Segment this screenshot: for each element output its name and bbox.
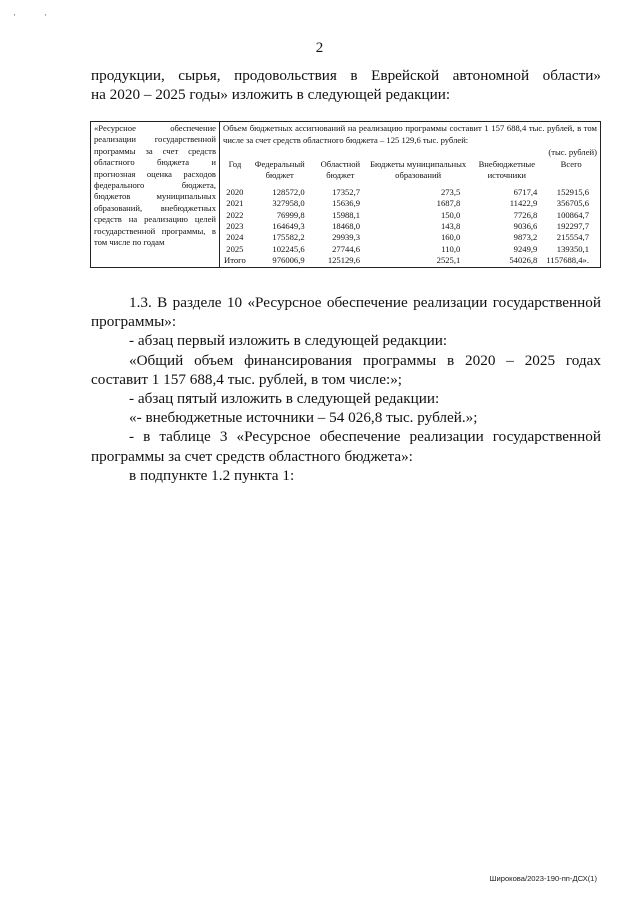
budget-table-cell: 1157688,4». [546, 254, 589, 265]
budget-table-cell: 29939,3 [332, 232, 361, 243]
budget-table-cell: 102245,6 [272, 243, 305, 254]
paragraph-abzac-5: - абзац пятый изложить в следующей редакции: [129, 390, 440, 408]
budget-table-cell: 160,0 [440, 232, 461, 243]
budget-table-header [223, 159, 597, 188]
budget-table-cell: 100864,7 [556, 209, 589, 220]
budget-table-cell: 15636,9 [332, 198, 361, 209]
budget-table-cell: 7726,8 [513, 209, 538, 220]
budget-table-row [223, 187, 597, 198]
resource-table-content [220, 122, 601, 268]
paragraph-abzac-1: - абзац первый изложить в следующей редакции: [129, 332, 448, 350]
budget-table-row [223, 244, 597, 255]
paragraph-total-financing: «Общий объем финансирования программы в 2020 – 2025 годах составит 1 157 688,4 тыс. рублей, в том числе:»; [91, 351, 601, 388]
budget-table-cell: 2023 [226, 221, 244, 232]
budget-table-cell: 2020 [226, 187, 244, 198]
budget-table-cell: 1687,8 [436, 198, 461, 209]
budget-by-year-table [223, 159, 597, 267]
budget-summary: Объем бюджетных ассигнований на реализацию программы составит 1 157 688,4 тыс. рублей, в том числе за счет средств областного бюджета – 125 129,6 тыс. рублей: [223, 123, 597, 145]
budget-table-cell: 164649,3 [272, 221, 305, 232]
budget-table-row [223, 232, 597, 243]
budget-table-cell: 2525,1 [436, 254, 461, 265]
budget-column-header: Федеральный бюджет [254, 158, 305, 180]
budget-table-cell: 54026,8 [509, 254, 538, 265]
intro-line-1: продукции, сырья, продовольствия в Еврейской автономной области» [91, 67, 601, 84]
budget-table-cell: 11422,9 [509, 198, 538, 209]
budget-table-row [223, 198, 597, 209]
budget-table-cell: Итого [224, 254, 246, 265]
budget-table-cell: 175582,2 [272, 232, 305, 243]
budget-table-cell: 139350,1 [556, 243, 589, 254]
budget-table-row [223, 210, 597, 221]
paragraph-subitem: в подпункте 1.2 пункта 1: [129, 466, 295, 484]
budget-table-cell: 76999,8 [276, 209, 305, 220]
budget-table-cell: 273,5 [440, 187, 461, 198]
budget-table-cell: 110,0 [441, 243, 461, 254]
budget-table-cell: 356705,6 [556, 198, 589, 209]
resource-table-label: «Ресурсное обеспечение реализации государственной программы за счет средств областного бюджета и прогнозная оценка расходов федерального бюджета, бюджетов муниципальных образований, внебюджетных средств на реализацию целей государственной программы, в том числе по годам [91, 122, 220, 268]
budget-table-cell: 9036,6 [513, 221, 538, 232]
paragraph-extrabudget: «- внебюджетные источники – 54 026,8 тыс. рублей.»; [129, 409, 478, 427]
budget-table-cell: 976006,9 [272, 254, 305, 265]
budget-table-cell: 150,0 [440, 209, 461, 220]
page-number: 2 [315, 40, 324, 56]
budget-table-cell: 192297,7 [556, 221, 589, 232]
budget-table-cell: 9873,2 [513, 232, 538, 243]
scan-mark: · [44, 10, 47, 20]
budget-table-cell: 327958,0 [272, 198, 305, 209]
budget-table-cell: 2024 [226, 232, 244, 243]
resource-table [90, 121, 601, 268]
intro-text [91, 66, 601, 104]
paragraph-1-3: 1.3. В разделе 10 «Ресурсное обеспечение реализации государственной программы»: [91, 294, 601, 331]
document-footer-code: Широкова/2023-190-пп-ДСХ(1) [489, 874, 597, 883]
budget-table-cell: 152915,6 [556, 187, 589, 198]
body-text [91, 293, 601, 485]
budget-table-cell: 128572,0 [272, 187, 305, 198]
budget-column-header: Всего [560, 158, 582, 169]
budget-table-cell: 15988,1 [332, 209, 361, 220]
budget-table-cell: 6717,4 [513, 187, 538, 198]
budget-table-row [223, 255, 597, 266]
budget-table-cell: 27744,6 [332, 243, 361, 254]
budget-table-cell: 2022 [226, 209, 244, 220]
paragraph-table-3: - в таблице 3 «Ресурсное обеспечение реализации государственной программы за счет средств областного бюджета»: [91, 428, 601, 465]
unit-label: (тыс. рублей) [548, 147, 597, 158]
budget-table-body [223, 187, 597, 266]
budget-table-cell: 2021 [226, 198, 244, 209]
budget-table-cell: 9249,9 [513, 243, 538, 254]
intro-line-2: на 2020 – 2025 годы» изложить в следующей редакции: [91, 86, 451, 103]
budget-table-cell: 125129,6 [327, 254, 361, 265]
scan-mark: · [13, 10, 16, 20]
budget-column-header: Внебюджетные источники [478, 158, 536, 180]
budget-column-header: Год [228, 158, 242, 169]
budget-table-cell: 215554,7 [556, 232, 589, 243]
budget-table-row [223, 221, 597, 232]
budget-column-header: Областной бюджет [320, 158, 361, 180]
budget-table-cell: 2025 [226, 243, 244, 254]
budget-table-cell: 18468,0 [332, 221, 361, 232]
budget-table-cell: 17352,7 [332, 187, 361, 198]
budget-table-cell: 143,8 [440, 221, 461, 232]
budget-column-header: Бюджеты муниципальных образований [370, 158, 467, 180]
